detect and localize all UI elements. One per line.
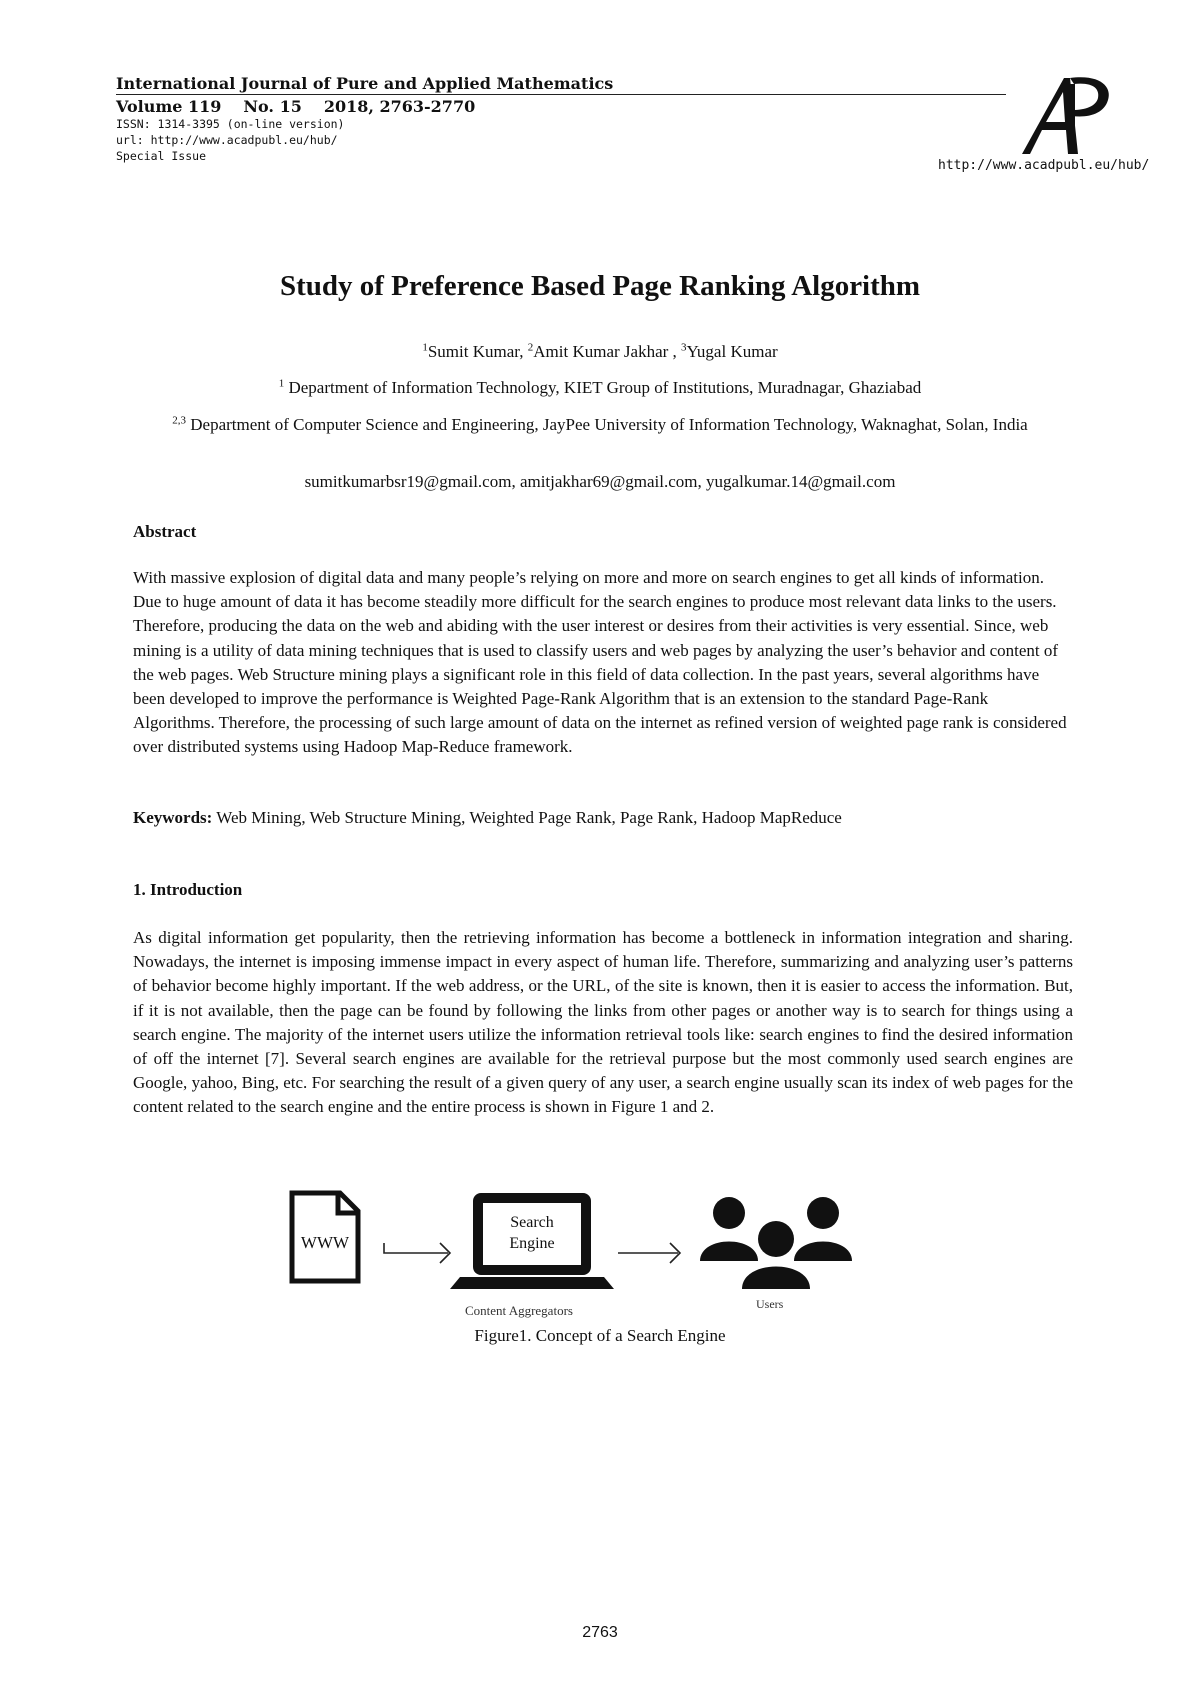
journal-header xyxy=(116,74,1006,164)
journal-url: url: http://www.acadpubl.eu/hub/ xyxy=(116,133,338,147)
journal-number: No. 15 xyxy=(243,97,302,116)
affiliation-2-sup: 2,3 xyxy=(172,414,187,427)
ap-logo-icon xyxy=(1012,70,1122,160)
journal-issue: Special Issue xyxy=(116,149,207,163)
search-engine-line2: Engine xyxy=(509,1235,555,1252)
author-emails: sumitkumarbsr19@gmail.com, amitjakhar69@gmail.com, yugalkumar.14@gmail.com xyxy=(304,472,896,491)
author-3-sup: 3 xyxy=(681,341,687,354)
arrow-right-icon xyxy=(384,1243,450,1263)
search-engine-line1: Search xyxy=(510,1214,554,1231)
journal-volume: Volume 119 xyxy=(116,97,222,116)
author-list xyxy=(0,342,1200,362)
users-label: Users xyxy=(756,1297,784,1311)
page-number: 2763 xyxy=(582,1624,618,1641)
abstract-text: With massive explosion of digital data and many people’s relying on more and more on search engines to get all kinds of information. Due to huge amount of data it has become steadily more difficult for the search engines to produce most relevant data links to the users. Therefore, producing the data on the web and abiding with the user interest or desires from their activities is very essential. Since, web mining is a utility of data mining techniques that is used to classify users and web pages by analyzing the user’s behavior and content of the web pages. Web Structure mining plays a significant role in this field of data collection. In the past years, several algorithms have been developed to improve the performance is Weighted Page-Rank Algorithm that is an extension to the standard Page-Rank Algorithms. Therefore, the processing of such large amount of data on the internet as refined version of weighted page rank is considered over distributed systems using Hadoop Map-Reduce framework. xyxy=(133,568,1067,757)
users-icon xyxy=(700,1197,852,1289)
figure-1-diagram xyxy=(280,1185,920,1335)
affiliation-1-sup: 1 xyxy=(278,377,285,390)
journal-issn: ISSN: 1314-3395 (on-line version) xyxy=(116,117,345,131)
author-1-sup: 1 xyxy=(422,341,428,354)
arrow-right-icon xyxy=(618,1243,680,1263)
author-2-sup: 2 xyxy=(527,341,534,354)
introduction-text: As digital information get popularity, then the retrieving information has become a bottleneck in information integration and sharing. Nowadays, the internet is imposing immense impact in every aspect of human life. Therefore, summarizing and analyzing user’s patterns of behavior become highly important. If the web address, or the URL, of the site is known, then it is easier to access the information. But, if it is not available, then the page can be found by following the links from other pages or another way is to search for things using a search engine. The majority of the internet users utilize the information retrieval tools like: search engines to find the desired information of off the internet [7]. Several search engines are available for the retrieval purpose but the most commonly used search engines are Google, yahoo, Bing, etc. For searching the result of a given query of any user, a search engine usually scan its index of web pages for the content related to the search engine and the entire process is shown in Figure 1 and 2. xyxy=(133,928,1073,1117)
affiliation-2-text: Department of Computer Science and Engineering, JayPee University of Information Technology, Waknaghat, Solan, India xyxy=(190,415,1028,434)
content-aggregators-label: Content Aggregators xyxy=(465,1303,573,1318)
affiliation-2 xyxy=(130,413,1070,437)
affiliation-1 xyxy=(0,378,1200,398)
figure-1-caption: Figure1. Concept of a Search Engine xyxy=(474,1326,726,1345)
abstract-heading: Abstract xyxy=(133,522,197,541)
journal-title: International Journal of Pure and Applied Mathematics xyxy=(116,74,1006,95)
journal-year-pages: 2018, 2763-2770 xyxy=(323,97,476,116)
figure-1 xyxy=(280,1185,920,1335)
keywords xyxy=(133,808,1073,828)
author-3: Yugal Kumar xyxy=(686,342,778,361)
paper-title: Study of Preference Based Page Ranking Algorithm xyxy=(279,270,921,302)
keywords-label: Keywords: xyxy=(133,808,213,827)
journal-volume-line xyxy=(116,97,1006,116)
document-icon-label: WWW xyxy=(300,1233,350,1252)
keywords-text: Web Mining, Web Structure Mining, Weighted Page Rank, Page Rank, Hadoop MapReduce xyxy=(216,808,842,827)
journal-right-url: http://www.acadpubl.eu/hub/ xyxy=(938,158,1150,173)
author-1: Sumit Kumar, xyxy=(427,342,524,361)
affiliation-1-text: Department of Information Technology, KIET Group of Institutions, Muradnagar, Ghaziabad xyxy=(288,378,922,397)
introduction-heading: 1. Introduction xyxy=(133,880,243,899)
author-2: Amit Kumar Jakhar , xyxy=(533,342,677,361)
